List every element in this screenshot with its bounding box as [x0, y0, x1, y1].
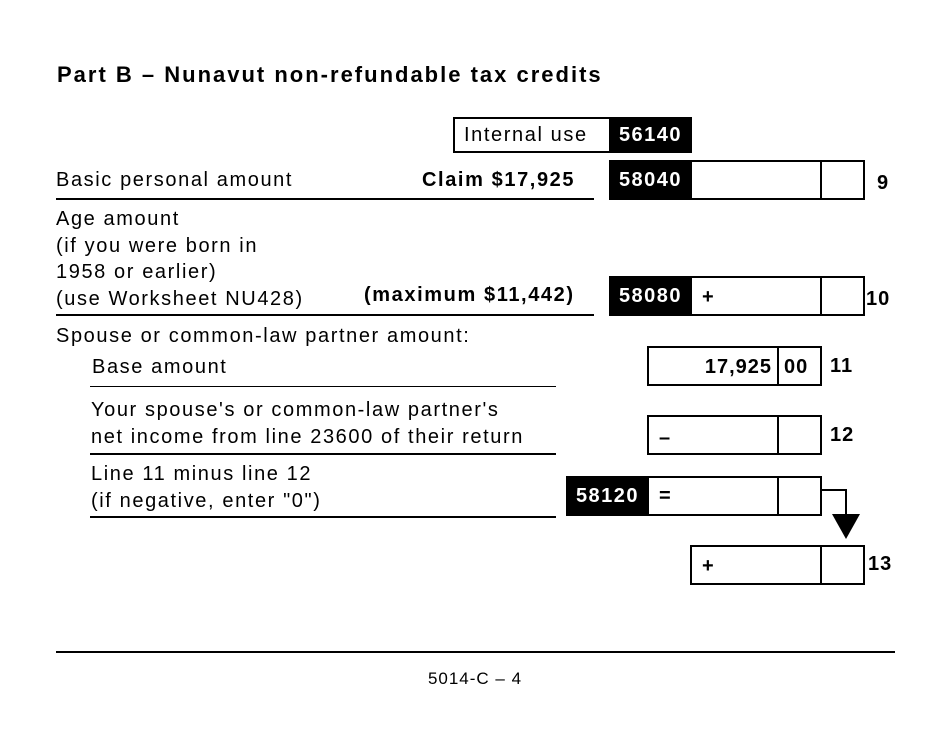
line-number-10: 10 [866, 288, 891, 310]
line-number-11: 11 [830, 355, 854, 377]
net-income-underline [90, 453, 556, 455]
cents-divider [820, 278, 822, 314]
basic-claim-text: Claim $17,925 [422, 169, 576, 191]
base-cents: 00 [784, 356, 809, 378]
cents-divider [777, 417, 779, 453]
equals-sign: = [659, 485, 671, 507]
age-label-1: Age amount [56, 208, 180, 230]
age-maximum-text: (maximum $11,442) [364, 284, 575, 306]
base-amount-label: Base amount [92, 356, 228, 378]
cents-divider [820, 162, 822, 198]
page-label: 5014-C – 4 [427, 669, 523, 688]
plus-sign: + [702, 555, 714, 577]
line-13-field[interactable] [690, 545, 865, 585]
internal-use-code: 56140 [609, 117, 692, 153]
difference-label-1: Line 11 minus line 12 [91, 463, 313, 485]
down-arrow-icon [818, 488, 868, 542]
line-11-field [647, 346, 822, 386]
line-9-field[interactable] [690, 160, 865, 200]
code-58120: 58120 [566, 476, 649, 516]
minus-sign: – [659, 427, 671, 449]
cents-divider [820, 547, 822, 583]
base-dollars: 17,925 [704, 356, 772, 378]
line-12-field[interactable] [647, 415, 822, 455]
code-58040: 58040 [609, 160, 692, 200]
net-income-label-2: net income from line 23600 of their return [91, 426, 524, 448]
line-number-13: 13 [868, 553, 893, 575]
footer-rule [56, 651, 895, 653]
line-number-9: 9 [877, 172, 890, 194]
basic-underline [56, 198, 594, 200]
difference-field[interactable] [647, 476, 822, 516]
age-label-2: (if you were born in [56, 235, 259, 257]
basic-personal-label: Basic personal amount [56, 169, 294, 191]
age-label-4: (use Worksheet NU428) [56, 288, 304, 310]
line-10-field[interactable] [690, 276, 865, 316]
internal-use-label: Internal use [464, 124, 588, 146]
age-underline [56, 314, 594, 316]
spouse-heading: Spouse or common-law partner amount: [56, 325, 471, 347]
plus-sign: + [702, 286, 714, 308]
net-income-label-1: Your spouse's or common-law partner's [91, 399, 500, 421]
internal-use-box [453, 117, 611, 153]
difference-label-2: (if negative, enter "0") [91, 490, 322, 512]
section-title: Part B – Nunavut non-refundable tax credits [57, 62, 603, 87]
cents-divider [777, 478, 779, 514]
code-58080: 58080 [609, 276, 692, 316]
cents-divider [777, 348, 779, 384]
age-label-3: 1958 or earlier) [56, 261, 218, 283]
difference-underline [90, 516, 556, 518]
line-number-12: 12 [830, 424, 855, 446]
base-underline [90, 386, 556, 387]
